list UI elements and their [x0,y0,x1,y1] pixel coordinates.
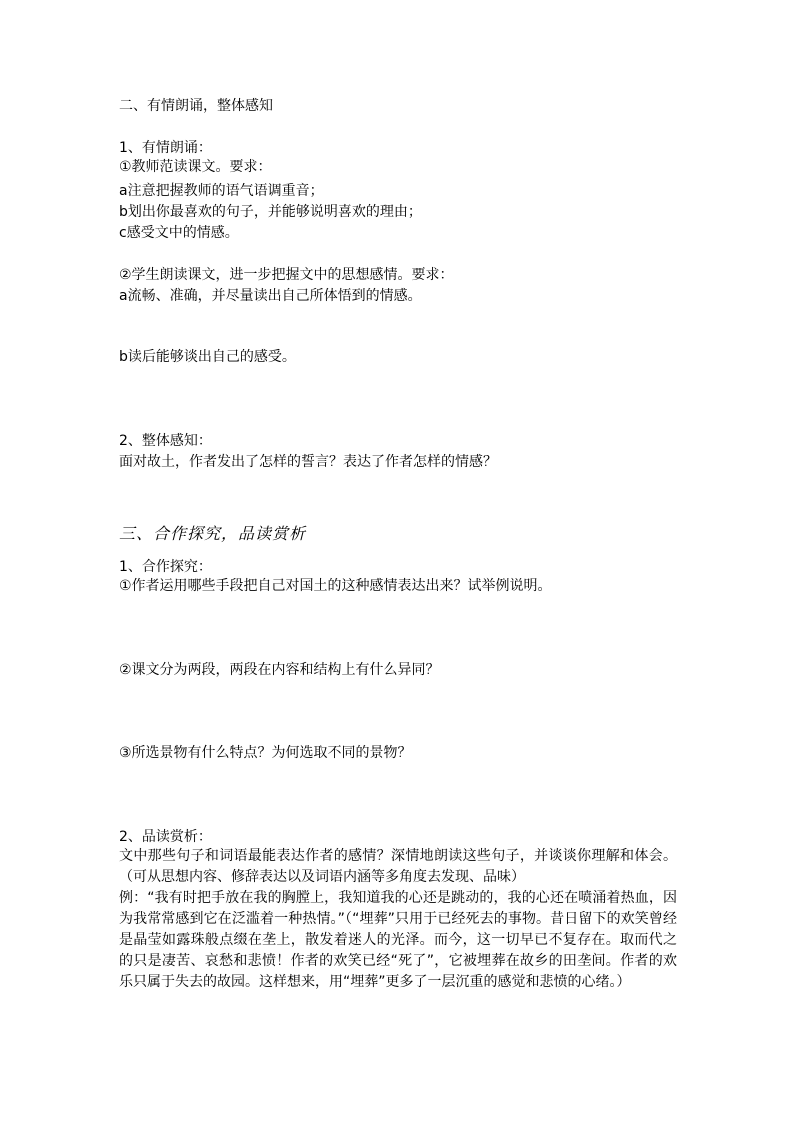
appreciation-intro: 文中那些句子和词语最能表达作者的感情？深情地朗读这些句子，并谈谈你理解和体会。（可从思想内容、修辞表达以及词语内涵等多角度去发现、品味） [119,848,677,885]
appreciation-example: 例：“我有时把手放在我的胸膛上，我知道我的心还是跳动的，我的心还在喷涌着热血，因为我常常感到它在泛滥着一种热情。”（“埋葬”只用于已经死去的事物。昔日留下的欢笑曾经是晶莹如露珠般点缀在垄上，散发着迷人的光泽。而今，这一切早已不复存在。取而代之的只是凄苦、哀愁和悲愤！作者的欢笑已经“死了”，它被埋葬在故乡的田垄间。作者的欢乐只属于失去的故园。这样想来，用“埋葬”更多了一层沉重的感觉和悲愤的心绪。） [119,890,677,990]
subheading-inquiry: 1、合作探究： [119,559,212,575]
question-overall: 面对故土，作者发出了怎样的誓言？表达了作者怎样的情感？ [119,454,497,470]
requirement-c: c感受文中的情感。 [119,225,239,241]
requirement-b: b划出你最喜欢的句子，并能够说明喜欢的理由； [119,204,422,220]
subheading-appreciation: 2、品读赏析： [119,829,212,845]
student-requirement-a: a流畅、准确，并尽量读出自己所体悟到的情感。 [119,288,422,304]
question-1: ①作者运用哪些手段把自己对国土的这种感情表达出来？试举例说明。 [119,578,552,594]
subheading-reading: 1、有情朗诵： [119,140,212,156]
requirement-a: a注意把握教师的语气语调重音； [119,183,324,199]
list-item-student-reading: ②学生朗读课文，进一步把握文中的思想感情。要求： [119,267,454,283]
subheading-overall-perception: 2、整体感知： [119,433,212,449]
section-heading-reading: 二、有情朗诵，整体感知 [119,98,273,114]
question-3: ③所选景物有什么特点？为何选取不同的景物？ [119,745,412,761]
question-2: ②课文分为两段，两段在内容和结构上有什么异同？ [119,662,440,678]
section-heading-inquiry: 三、合作探究，品读赏析 [119,524,307,543]
student-requirement-b: b读后能够谈出自己的感受。 [119,349,296,365]
list-item-teacher-reading: ①教师范读课文。要求： [119,159,272,175]
